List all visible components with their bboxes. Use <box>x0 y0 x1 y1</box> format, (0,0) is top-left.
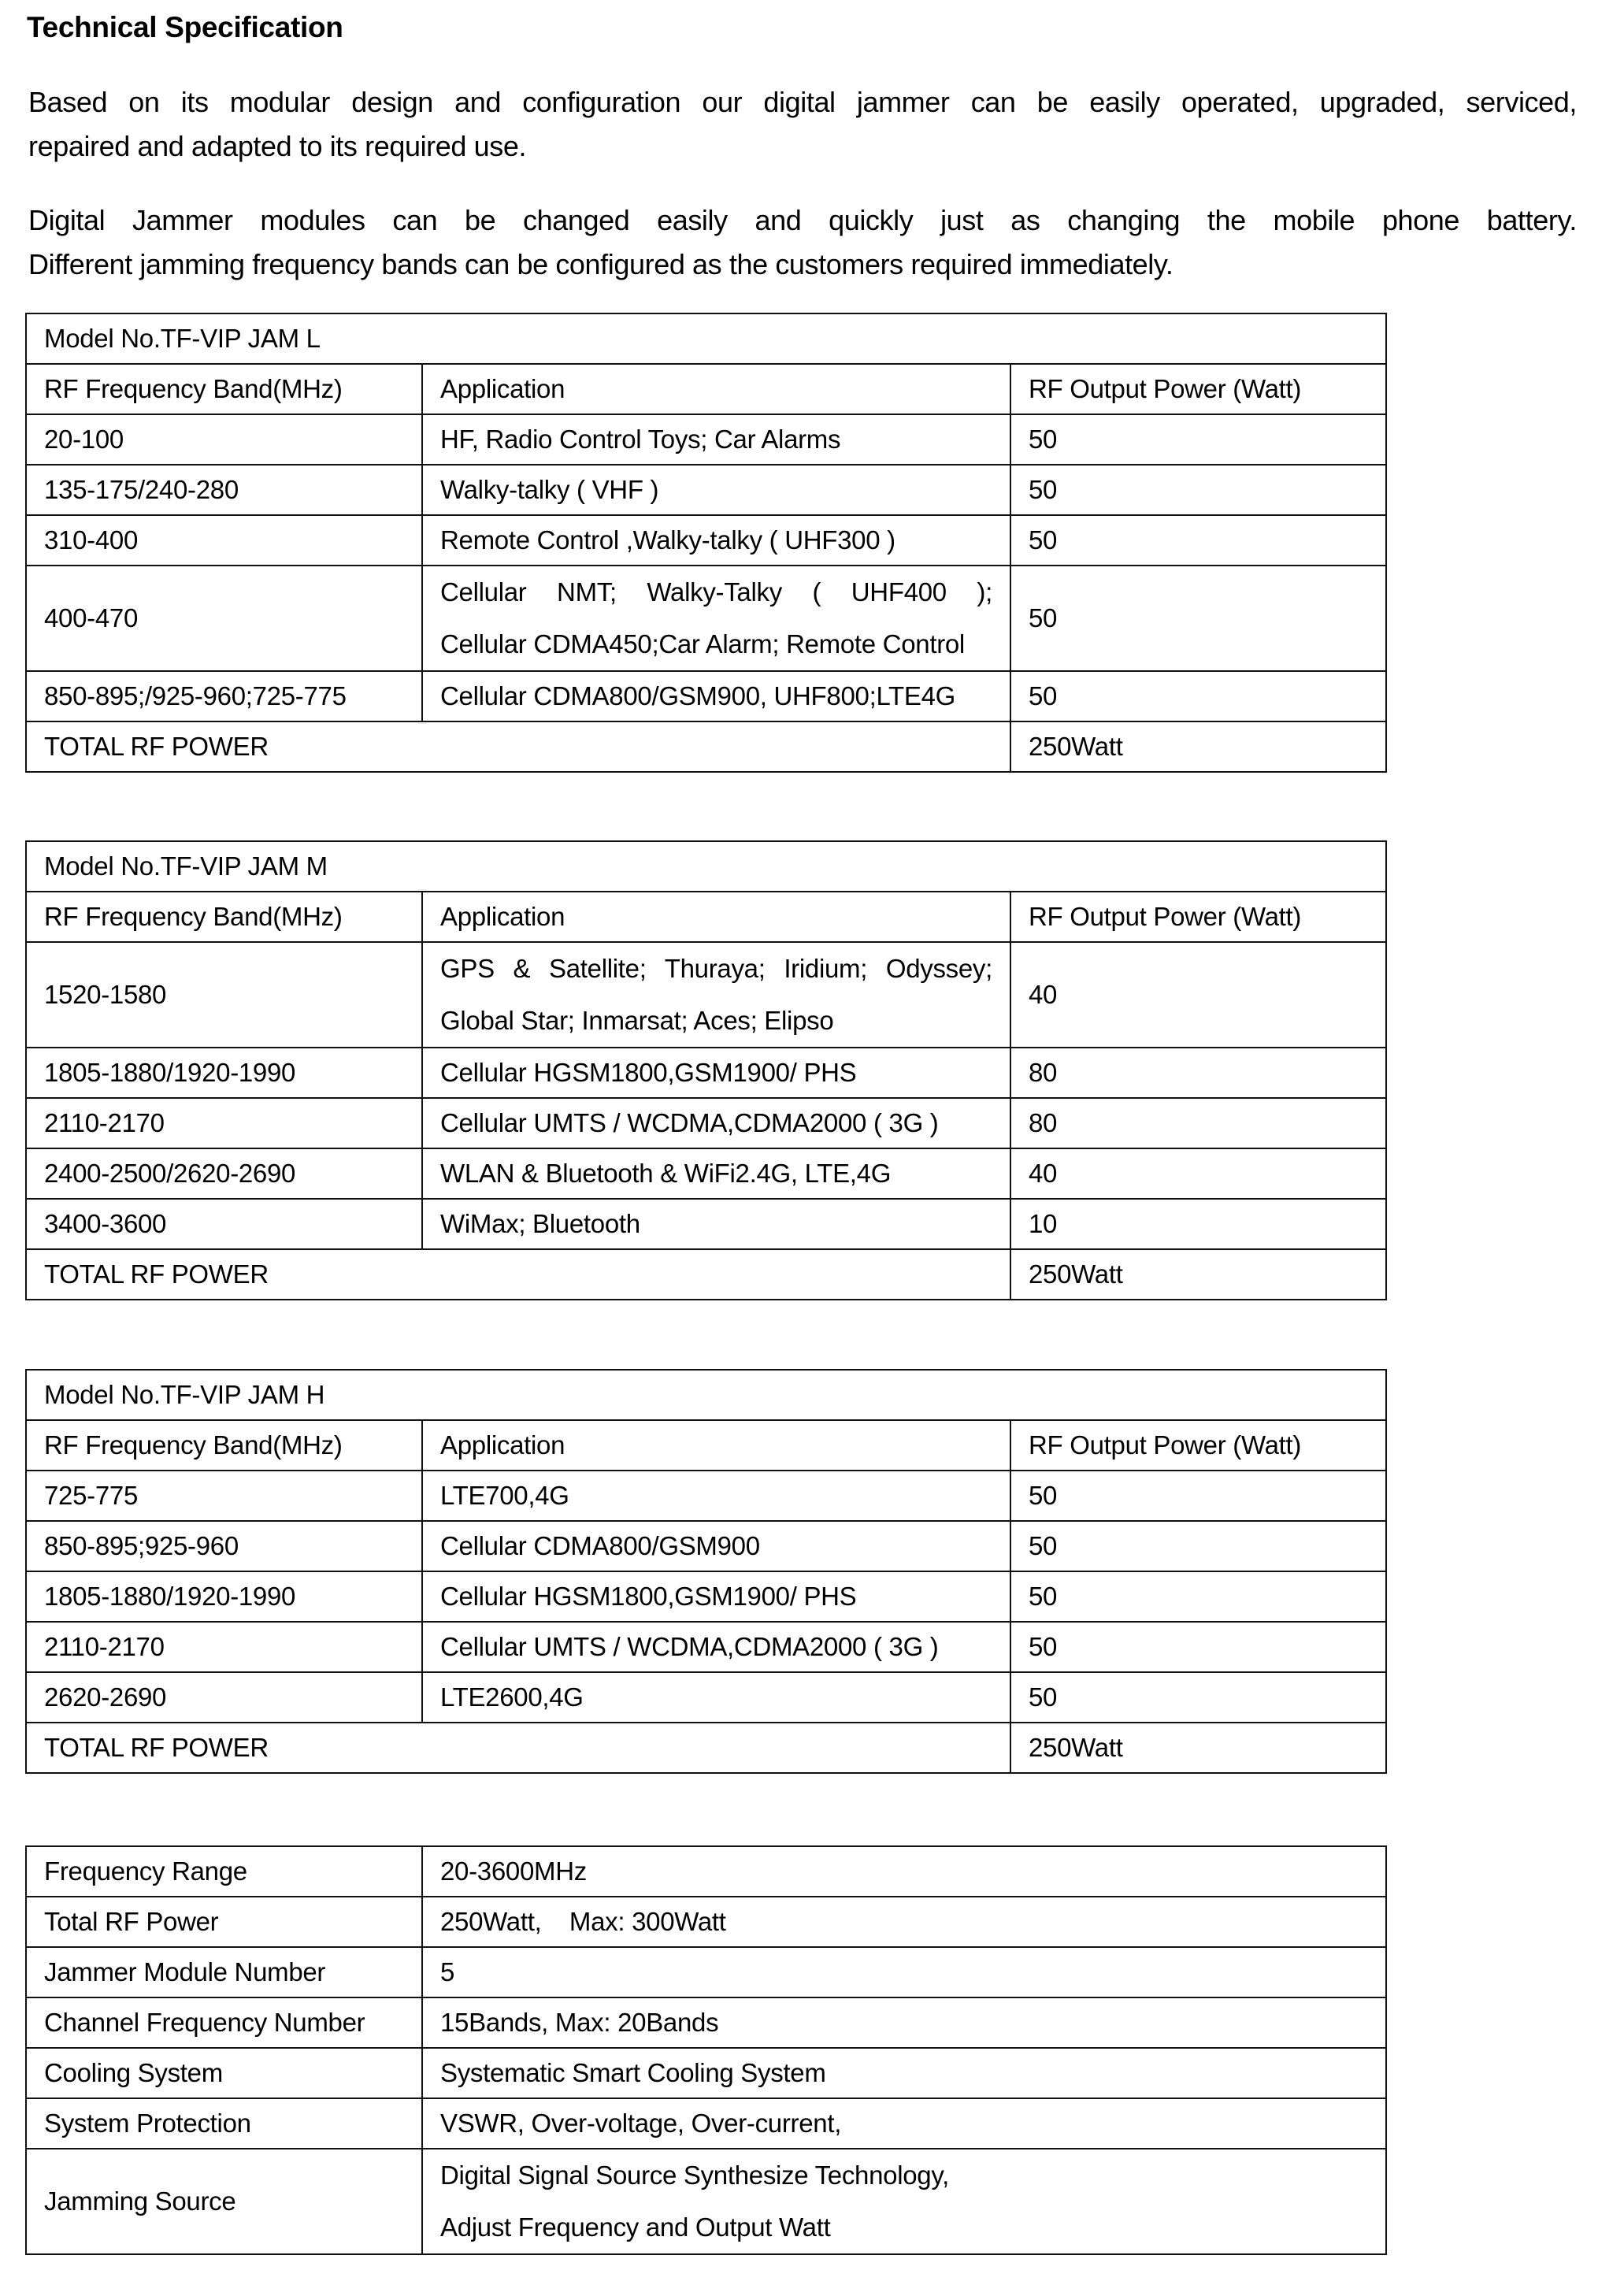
band-cell: 1520-1580 <box>26 942 422 1048</box>
table-row <box>26 1521 1386 1571</box>
band-cell: 1805-1880/1920-1990 <box>26 1571 422 1622</box>
power-cell: 50 <box>1010 515 1386 566</box>
table-row <box>26 566 1386 671</box>
application-cell: Cellular UMTS / WCDMA,CDMA2000 ( 3G ) <box>422 1098 1010 1148</box>
summary-value: 250Watt, Max: 300Watt <box>422 1897 1386 1947</box>
band-cell: 2620-2690 <box>26 1672 422 1723</box>
header-row <box>26 364 1386 414</box>
application-cell <box>422 942 1010 1048</box>
band-cell: 135-175/240-280 <box>26 465 422 515</box>
application-cell: HF, Radio Control Toys; Car Alarms <box>422 414 1010 465</box>
application-cell <box>422 566 1010 671</box>
column-header-application: Application <box>422 892 1010 942</box>
summary-value: VSWR, Over-voltage, Over-current, <box>422 2098 1386 2149</box>
total-row <box>26 1249 1386 1300</box>
model-table-jam-m <box>25 840 1387 1300</box>
application-cell: WLAN & Bluetooth & WiFi2.4G, LTE,4G <box>422 1148 1010 1199</box>
table-row <box>26 1048 1386 1098</box>
model-table-jam-h <box>25 1369 1387 1774</box>
total-value: 250Watt <box>1010 1723 1386 1773</box>
table-row <box>26 1199 1386 1249</box>
column-header-band: RF Frequency Band(MHz) <box>26 892 422 942</box>
header-row <box>26 892 1386 942</box>
power-cell: 10 <box>1010 1199 1386 1249</box>
table-row <box>26 1672 1386 1723</box>
application-cell: Cellular HGSM1800,GSM1900/ PHS <box>422 1048 1010 1098</box>
table-row <box>26 465 1386 515</box>
power-cell: 50 <box>1010 1471 1386 1521</box>
application-cell: Remote Control ,Walky-talky ( UHF300 ) <box>422 515 1010 566</box>
summary-label: Cooling System <box>26 2048 422 2098</box>
cell-line: GPS & Satellite; Thuraya; Iridium; Odyssey; <box>440 954 992 983</box>
table-row <box>26 1471 1386 1521</box>
paragraph-line: Different jamming frequency bands can be configured as the customers required immediately. <box>28 248 1174 280</box>
model-name: Model No.TF-VIP JAM L <box>26 313 1386 364</box>
table-row <box>26 1098 1386 1148</box>
band-cell: 850-895;/925-960;725-775 <box>26 671 422 721</box>
summary-value: 15Bands, Max: 20Bands <box>422 1997 1386 2048</box>
application-cell: Walky-talky ( VHF ) <box>422 465 1010 515</box>
model-name: Model No.TF-VIP JAM M <box>26 841 1386 892</box>
total-row <box>26 1723 1386 1773</box>
column-header-power: RF Output Power (Watt) <box>1010 1420 1386 1471</box>
summary-label: Channel Frequency Number <box>26 1997 422 2048</box>
summary-value: 5 <box>422 1947 1386 1997</box>
column-header-power: RF Output Power (Watt) <box>1010 364 1386 414</box>
power-cell: 50 <box>1010 414 1386 465</box>
band-cell: 2400-2500/2620-2690 <box>26 1148 422 1199</box>
summary-label: Total RF Power <box>26 1897 422 1947</box>
cell-line: Cellular NMT; Walky-Talky ( UHF400 ); <box>440 577 992 606</box>
model-row <box>26 1370 1386 1420</box>
model-row <box>26 313 1386 364</box>
model-row <box>26 841 1386 892</box>
power-cell: 50 <box>1010 671 1386 721</box>
band-cell: 310-400 <box>26 515 422 566</box>
power-cell: 50 <box>1010 1622 1386 1672</box>
column-header-application: Application <box>422 1420 1010 1471</box>
power-cell: 40 <box>1010 1148 1386 1199</box>
summary-label: Jamming Source <box>26 2149 422 2254</box>
application-cell: LTE2600,4G <box>422 1672 1010 1723</box>
cell-line: Cellular CDMA450;Car Alarm; Remote Control <box>440 629 965 658</box>
power-cell: 50 <box>1010 1521 1386 1571</box>
cell-line: Digital Signal Source Synthesize Technology, <box>440 2161 949 2190</box>
band-cell: 850-895;925-960 <box>26 1521 422 1571</box>
total-label: TOTAL RF POWER <box>26 1723 1010 1773</box>
model-table-jam-l <box>25 313 1387 773</box>
table-row <box>26 671 1386 721</box>
general-spec-table <box>25 1845 1387 2255</box>
power-cell: 80 <box>1010 1048 1386 1098</box>
table-row <box>26 1622 1386 1672</box>
column-header-band: RF Frequency Band(MHz) <box>26 1420 422 1471</box>
table-row <box>26 942 1386 1048</box>
summary-row <box>26 2149 1386 2254</box>
application-cell: Cellular HGSM1800,GSM1900/ PHS <box>422 1571 1010 1622</box>
power-cell: 50 <box>1010 1672 1386 1723</box>
header-row <box>26 1420 1386 1471</box>
application-cell: Cellular UMTS / WCDMA,CDMA2000 ( 3G ) <box>422 1622 1010 1672</box>
power-cell: 80 <box>1010 1098 1386 1148</box>
band-cell: 1805-1880/1920-1990 <box>26 1048 422 1098</box>
column-header-application: Application <box>422 364 1010 414</box>
summary-row <box>26 1897 1386 1947</box>
application-cell: LTE700,4G <box>422 1471 1010 1521</box>
summary-value <box>422 2149 1386 2254</box>
summary-value: Systematic Smart Cooling System <box>422 2048 1386 2098</box>
total-label: TOTAL RF POWER <box>26 721 1010 772</box>
paragraph-line: Digital Jammer modules can be changed easily and quickly just as changing the mobile phone battery. <box>28 204 1577 236</box>
summary-label: System Protection <box>26 2098 422 2149</box>
total-value: 250Watt <box>1010 1249 1386 1300</box>
band-cell: 725-775 <box>26 1471 422 1521</box>
summary-row <box>26 1997 1386 2048</box>
total-row <box>26 721 1386 772</box>
power-cell: 50 <box>1010 566 1386 671</box>
table-row <box>26 1571 1386 1622</box>
total-value: 250Watt <box>1010 721 1386 772</box>
application-cell: Cellular CDMA800/GSM900, UHF800;LTE4G <box>422 671 1010 721</box>
table-row <box>26 515 1386 566</box>
summary-value: 20-3600MHz <box>422 1846 1386 1897</box>
summary-row <box>26 2048 1386 2098</box>
summary-row <box>26 2098 1386 2149</box>
summary-label: Frequency Range <box>26 1846 422 1897</box>
intro-paragraph <box>28 80 1577 169</box>
table-row <box>26 1148 1386 1199</box>
power-cell: 50 <box>1010 465 1386 515</box>
application-cell: WiMax; Bluetooth <box>422 1199 1010 1249</box>
table-row <box>26 414 1386 465</box>
modules-paragraph <box>28 198 1577 287</box>
band-cell: 2110-2170 <box>26 1622 422 1672</box>
total-label: TOTAL RF POWER <box>26 1249 1010 1300</box>
cell-line: Global Star; Inmarsat; Aces; Elipso <box>440 1006 834 1035</box>
model-name: Model No.TF-VIP JAM H <box>26 1370 1386 1420</box>
column-header-power: RF Output Power (Watt) <box>1010 892 1386 942</box>
summary-label: Jammer Module Number <box>26 1947 422 1997</box>
power-cell: 50 <box>1010 1571 1386 1622</box>
cell-line: Adjust Frequency and Output Watt <box>440 2213 831 2242</box>
paragraph-line: repaired and adapted to its required use. <box>28 130 527 162</box>
column-header-band: RF Frequency Band(MHz) <box>26 364 422 414</box>
application-cell: Cellular CDMA800/GSM900 <box>422 1521 1010 1571</box>
band-cell: 3400-3600 <box>26 1199 422 1249</box>
summary-row <box>26 1846 1386 1897</box>
page-title: Technical Specification <box>27 11 343 43</box>
band-cell: 400-470 <box>26 566 422 671</box>
summary-row <box>26 1947 1386 1997</box>
band-cell: 20-100 <box>26 414 422 465</box>
paragraph-line: Based on its modular design and configuration our digital jammer can be easily operated, upgraded, serviced, <box>28 86 1577 118</box>
band-cell: 2110-2170 <box>26 1098 422 1148</box>
power-cell: 40 <box>1010 942 1386 1048</box>
